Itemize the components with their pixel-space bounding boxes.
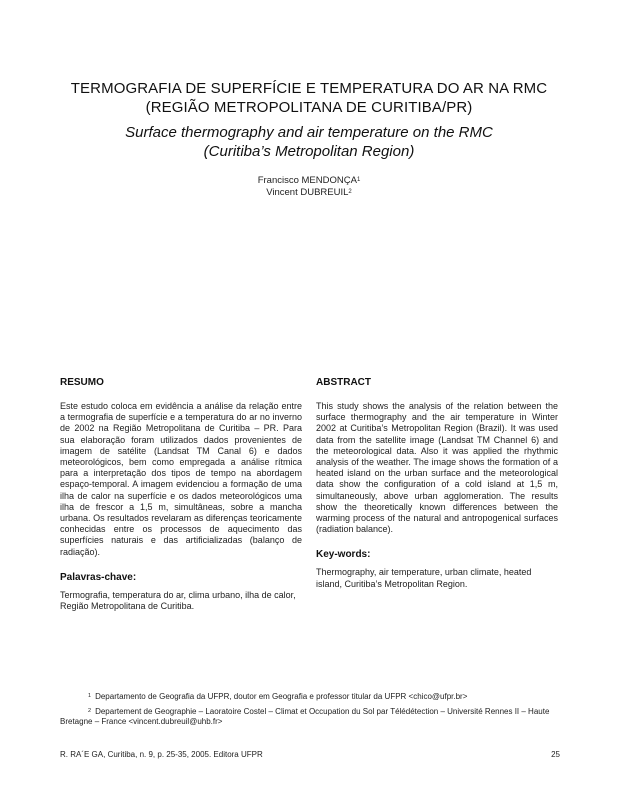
keywords-heading: Key-words: xyxy=(316,549,371,561)
palavras-chave-heading: Palavras-chave: xyxy=(60,571,137,583)
author-name: Vincent DUBREUIL xyxy=(266,187,349,198)
abstract-text: This study shows the analysis of the relation between the surface thermography and the air temperature in Winter 2002 at Curitiba’s Metropolitan Region (Brazil). It was used data from the satellite image (Landsat TM Channel 6) and the meteorological data. Also it was applied the rhythmic analysis of the weather. The image shows the formation of a heated island on the urban surface and the meteorological data show the configuration of a cold island at 1,5 m, simultaneously, above urban agglomeration. The results show the theoretically known differences between the warming process of the natural and antropogenical surfaces (radiation balance). xyxy=(316,401,558,535)
palavras-chave-text: Termografia, temperatura do ar, clima urbano, ilha de calor, Região Metropolitana de Curitiba. xyxy=(60,589,296,612)
author-footnote-mark: 2 xyxy=(348,189,352,195)
title-line-1: TERMOGRAFIA DE SUPERFÍCIE E TEMPERATURA DO AR NA RMC xyxy=(70,80,548,97)
footnote-text: Departement de Geographie – Laoratoire Costel – Climat et Occupation du Sol par Télédétection – Université Rennes II – Haute Bretagne – France <vincent.dubreuil@uhb.fr> xyxy=(60,706,550,726)
title-block xyxy=(40,79,578,161)
abstract-column xyxy=(316,377,558,590)
footnotes xyxy=(60,692,560,732)
author-list xyxy=(40,175,578,199)
article-subtitle xyxy=(40,123,578,161)
resumo-heading: RESUMO xyxy=(60,377,104,388)
footnote-mark: 1 xyxy=(88,693,92,699)
footnote xyxy=(60,707,560,728)
footnote xyxy=(60,692,560,703)
footnote-text: Departamento de Geografia da UFPR, doutor em Geografia e professor titular da UFPR <chico@ufpr.br> xyxy=(95,692,468,701)
subtitle-line-2: (Curitiba’s Metropolitan Region) xyxy=(203,143,415,160)
footnote-mark: 2 xyxy=(88,707,92,714)
keywords-text: Thermography, air temperature, urban climate, heated island, Curitiba’s Metropolitan Region. xyxy=(316,567,532,589)
title-line-2: (REGIÃO METROPOLITANA DE CURITIBA/PR) xyxy=(145,99,473,116)
author xyxy=(40,175,578,187)
author xyxy=(40,187,578,199)
resumo-text: Este estudo coloca em evidência a análise da relação entre a termografia de superfície e a temperatura do ar no inverno de 2002 na Região Metropolitana de Curitiba – PR. Para sua elaboração foram utilizados dados provenientes de imagem de satélite (Landsat TM Canal 6) e dados meteorológicos, bem como empregada a análise rítmica para a interpretação dos tipos de tempo na abordagem espaço-temporal. A imagem evidenciou a formação de uma ilha de calor na superfície e os dados meteorológicos uma ilha de frescor a 1,5 m, simultâneas, sobre a mancha urbana. Os resultados revelaram as diferenças teoricamente conhecidas entre os processos de aquecimento das superfícies naturais e das artificializadas (balanço de radiação). xyxy=(60,401,302,557)
author-footnote-mark: 1 xyxy=(356,177,361,183)
article-title xyxy=(40,79,578,117)
author-name: Francisco MENDONÇA xyxy=(257,175,357,186)
journal-citation: R. RA´E GA, Curitiba, n. 9, p. 25-35, 2005. Editora UFPR xyxy=(60,750,263,759)
page-number: 25 xyxy=(551,750,560,759)
abstract-heading: ABSTRACT xyxy=(316,377,371,388)
subtitle-line-1: Surface thermography and air temperature on the RMC xyxy=(125,124,493,141)
resumo-column xyxy=(60,377,302,612)
